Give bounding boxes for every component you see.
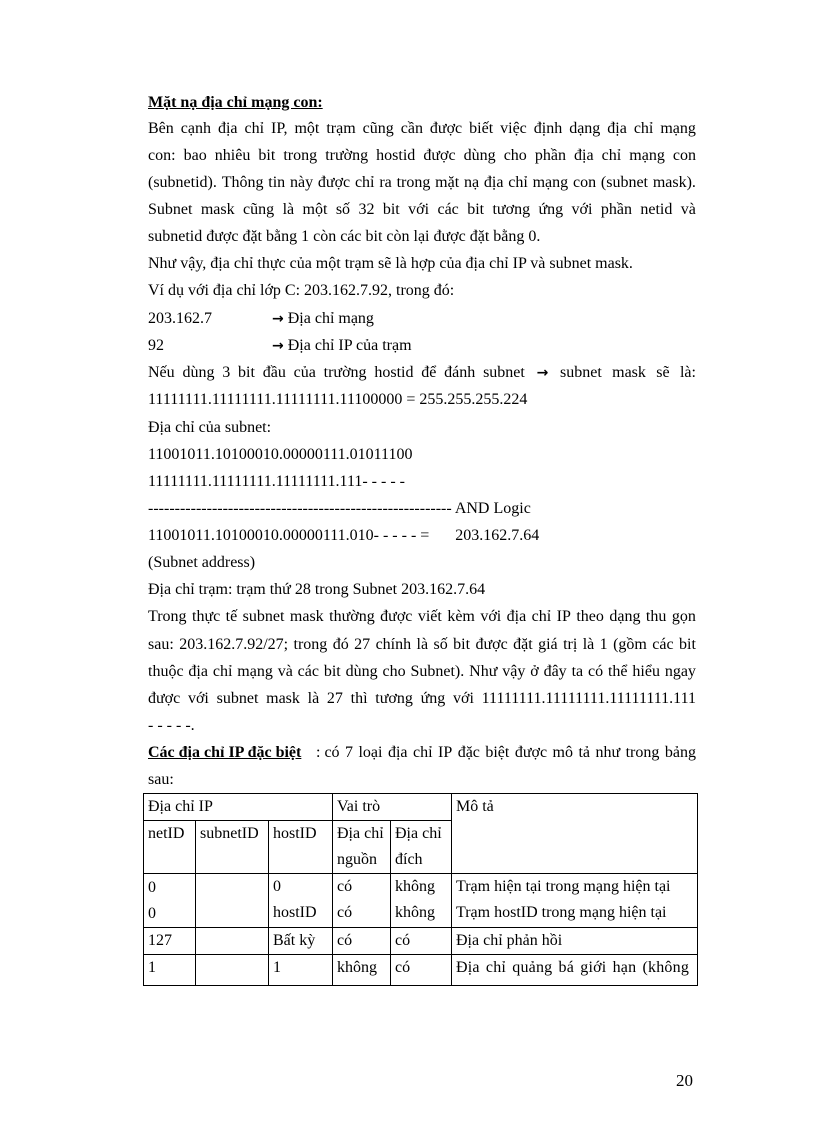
example-host-desc: Địa chỉ IP của trạm	[287, 337, 412, 354]
word: là	[307, 690, 320, 707]
word: với	[571, 201, 593, 218]
word: địa	[607, 120, 627, 137]
p2: Như vậy, địa chỉ thực của một trạm sẽ là hợp của địa chỉ IP và subnet mask.	[148, 255, 633, 272]
word: ở	[530, 663, 539, 680]
mask-line: 11111111.11111111.11111111.11100000 = 255.255.255.224	[148, 391, 528, 408]
p4-words	[148, 360, 525, 386]
word: con:	[148, 147, 176, 164]
cell-hostid: Bất kỳ	[269, 928, 333, 955]
heading-subnet-mask: Mặt nạ địa chỉ mạng con:	[148, 94, 323, 111]
word: thuộc	[148, 663, 184, 680]
word: với	[408, 201, 430, 218]
word: theo	[576, 608, 604, 625]
word: tế	[225, 608, 238, 625]
word: số	[335, 201, 351, 218]
station-address: Địa chỉ trạm: trạm thứ 28 trong Subnet 203.162.7.64	[148, 581, 486, 598]
word: một	[294, 120, 320, 137]
word: 7	[345, 744, 354, 761]
header-netid: netID	[144, 821, 196, 874]
word: số	[433, 636, 448, 653]
word: subnet	[559, 364, 602, 381]
arrow-icon: →	[536, 365, 549, 381]
cell-netid: 1	[144, 955, 196, 986]
word: là:	[679, 364, 696, 381]
cell-source: có có	[333, 874, 391, 928]
word: của	[293, 364, 316, 381]
cell-description: Địa chỉ phản hồi	[452, 928, 698, 955]
word: bit	[679, 636, 696, 653]
word: dùng	[345, 663, 378, 680]
and-logic-line: --------------------------------------------------------- AND Logic	[148, 500, 531, 517]
word: địa	[387, 744, 408, 761]
word: cạnh	[180, 120, 211, 137]
word: tương	[375, 690, 413, 707]
word: vậy	[502, 663, 526, 680]
word: 27	[326, 690, 343, 707]
cell-description: Địa chỉ quảng bá giới hạn (không	[452, 955, 698, 986]
word: cũng	[243, 201, 275, 218]
word: : có	[316, 744, 340, 761]
word: mạng	[532, 174, 569, 191]
word: được	[475, 636, 508, 653]
word: netid	[640, 201, 673, 218]
word: nhiêu	[214, 147, 251, 164]
word: ngay	[664, 663, 696, 680]
word: dùng	[463, 147, 496, 164]
word: thu	[645, 608, 667, 625]
word: kèm	[447, 608, 475, 625]
word: chỉ	[244, 120, 265, 137]
example-network-value: 203.162.7	[148, 310, 212, 327]
heading-special-ip: Các địa chỉ IP đặc biệt	[148, 744, 302, 761]
word: với	[187, 690, 209, 707]
word: mask	[612, 364, 646, 381]
word: IP,	[271, 120, 288, 137]
binary-ip: 11001011.10100010.00000111.01011100	[148, 446, 413, 463]
word: sau:	[148, 636, 174, 653]
word: 27	[354, 636, 371, 653]
word: được	[429, 120, 463, 137]
word: ra	[379, 174, 392, 191]
word: ứng	[538, 201, 564, 218]
word: trong	[625, 744, 660, 761]
header-role: Vai trò	[333, 794, 452, 821]
p5-line-1	[148, 604, 696, 630]
special-intro	[148, 740, 696, 766]
word: phần	[600, 201, 632, 218]
table-row	[144, 955, 698, 986]
cell-destination: có	[391, 928, 452, 955]
header-ip-address: Địa chỉ IP	[144, 794, 333, 821]
word: chỉ	[633, 120, 654, 137]
word: trạm	[326, 120, 356, 137]
cell-netid: 0 0	[144, 874, 196, 928]
word: 1	[599, 636, 608, 653]
binary-result-bits: 11001011.10100010.00000111.010- - - - - =	[148, 527, 430, 544]
word: gọn	[671, 608, 696, 625]
header-description: Mô tả	[452, 794, 698, 874]
word: thực	[192, 608, 221, 625]
word: các	[297, 663, 319, 680]
word: trong	[396, 174, 431, 191]
word: mạng	[629, 147, 665, 164]
example-host-value: 92	[148, 337, 164, 354]
word: trị	[563, 636, 578, 653]
word: chỉ	[601, 147, 622, 164]
word: phần	[534, 147, 566, 164]
binary-result	[148, 523, 539, 549]
word: cho	[382, 663, 406, 680]
word: 32	[358, 201, 375, 218]
word: là	[282, 201, 295, 218]
table-header-row	[144, 794, 698, 821]
word: việc	[500, 120, 527, 137]
cell-netid: 127	[144, 928, 196, 955]
cell-hostid: 1	[269, 955, 333, 986]
word: tả	[578, 744, 590, 761]
word: định	[533, 120, 563, 137]
word: được	[514, 744, 548, 761]
word: được	[317, 174, 351, 191]
word: các	[652, 636, 674, 653]
word: bao	[183, 147, 207, 164]
word: loại	[358, 744, 383, 761]
word: subnet	[483, 364, 525, 381]
word: chỉ	[412, 744, 433, 761]
word: là	[582, 636, 595, 653]
word: này	[289, 174, 314, 191]
word: hostid	[376, 147, 416, 164]
p1-line-3	[148, 170, 696, 196]
special-ip-table	[143, 793, 698, 986]
cell-hostid: 0 hostID	[269, 874, 333, 928]
word: trường	[323, 364, 367, 381]
word: bit	[323, 663, 341, 680]
word: Thông	[221, 174, 264, 191]
special-intro-last: sau:	[148, 771, 174, 788]
binary-result-address: 203.162.7.64	[455, 527, 540, 544]
word: mask	[289, 608, 324, 625]
word: dùng	[182, 364, 215, 381]
word: địa	[217, 120, 238, 137]
word: trong	[293, 636, 328, 653]
word: ta	[571, 663, 584, 680]
example-host	[148, 333, 412, 359]
word: bit	[382, 201, 400, 218]
word: bit	[467, 201, 485, 218]
word: Bên	[148, 120, 174, 137]
word: thì	[350, 690, 368, 707]
cell-destination: có	[391, 955, 452, 986]
arrow-icon: →	[272, 311, 284, 327]
word: và	[680, 201, 696, 218]
word: đây	[543, 663, 567, 680]
word: để	[421, 364, 437, 381]
arrow-icon: →	[272, 338, 284, 354]
word: subnet	[216, 690, 259, 707]
word: với	[453, 690, 474, 707]
word: và	[277, 663, 293, 680]
word: IP	[556, 608, 571, 625]
word: tin	[268, 174, 286, 191]
word: có	[587, 663, 604, 680]
word: dạng	[569, 120, 601, 137]
cell-description: Trạm hiện tại trong mạng hiện tại Trạm hostID trong mạng hiện tại	[452, 874, 698, 928]
cell-subnetid	[196, 928, 269, 955]
word: là	[416, 636, 429, 653]
word: mạng	[237, 663, 273, 680]
word: mask	[266, 690, 300, 707]
word: cũng	[362, 120, 394, 137]
word: địa	[483, 174, 504, 191]
word: Nếu	[148, 364, 175, 381]
word: chỉ	[531, 608, 552, 625]
word: bit	[238, 364, 255, 381]
word: Subnet	[148, 201, 193, 218]
word: (gồm	[613, 636, 647, 653]
word: bảng	[664, 744, 696, 761]
word: (subnetid).	[148, 174, 217, 191]
cell-subnetid	[196, 874, 269, 928]
p1-line-2	[148, 143, 696, 169]
word: giá	[538, 636, 558, 653]
word: dạng	[609, 608, 641, 625]
word: cho	[503, 147, 527, 164]
p1-line-5: subnetid được đặt bằng 1 còn các bit còn lại được đặt bằng 0.	[148, 228, 541, 245]
p5-line-4	[148, 686, 696, 712]
word: Trong	[148, 608, 187, 625]
special-intro-words	[316, 740, 696, 766]
word: với	[480, 608, 502, 625]
word: biết	[469, 120, 494, 137]
word: đầu	[262, 364, 286, 381]
p5-line-2	[148, 632, 696, 658]
word: mask	[200, 201, 235, 218]
cell-source: có	[333, 928, 391, 955]
word: địa	[188, 663, 208, 680]
word: địa	[574, 147, 594, 164]
word: địa	[506, 608, 527, 625]
word: mô	[552, 744, 573, 761]
word: một	[302, 201, 328, 218]
word: nạ	[463, 174, 480, 191]
word: hostid	[374, 364, 414, 381]
example-network	[148, 306, 374, 332]
word: thường	[329, 608, 375, 625]
p5-line-3	[148, 659, 696, 685]
word: chỉ	[354, 174, 375, 191]
header-destination: Địa chỉ đích	[391, 821, 452, 874]
word: con	[672, 147, 696, 164]
word: được	[423, 147, 456, 164]
word: trong	[283, 147, 318, 164]
binary-mask: 11111111.11111111.11111111.111- - - - -	[148, 473, 405, 490]
cell-source: không	[333, 955, 391, 986]
word: mặt	[435, 174, 460, 191]
header-source: Địa chỉ nguồn	[333, 821, 391, 874]
word: chỉ	[212, 663, 233, 680]
cell-destination: không không	[391, 874, 452, 928]
cell-subnetid	[196, 955, 269, 986]
word: con	[572, 174, 597, 191]
word: tương	[492, 201, 531, 218]
word: 3	[222, 364, 231, 381]
example-network-desc: Địa chỉ mạng	[287, 310, 374, 327]
word: IP	[437, 744, 453, 761]
p5-line-5: - - - - -.	[148, 717, 195, 734]
word: các	[437, 201, 459, 218]
word: như	[595, 744, 621, 761]
word: hiểu	[632, 663, 660, 680]
word: mạng	[660, 120, 696, 137]
word: Subnet).	[410, 663, 465, 680]
word: subnet	[242, 608, 285, 625]
subnet-address: (Subnet address)	[148, 554, 256, 571]
header-hostid: hostID	[269, 821, 333, 874]
word: 203.162.7.92/27;	[179, 636, 289, 653]
p4-tail	[560, 360, 696, 386]
word: biệt	[485, 744, 510, 761]
word: viết	[417, 608, 442, 625]
word: 11111111.11111111.11111111.111	[481, 690, 696, 707]
p4-line	[148, 360, 696, 386]
word: ứng	[420, 690, 446, 707]
word: trường	[325, 147, 369, 164]
word: đó	[332, 636, 349, 653]
word: mask).	[652, 174, 696, 191]
p1-line-1	[148, 116, 696, 142]
header-subnetid: subnetID	[196, 821, 269, 874]
word: (subnet	[600, 174, 648, 191]
p1-line-4	[148, 197, 696, 223]
page-number: 20	[676, 1071, 693, 1090]
word: bit	[453, 636, 471, 653]
word: Như	[469, 663, 498, 680]
word: thể	[607, 663, 628, 680]
word: được	[380, 608, 413, 625]
word: đánh	[444, 364, 476, 381]
word: đặt	[513, 636, 533, 653]
word: bit	[258, 147, 276, 164]
word: cần	[400, 120, 423, 137]
word: chính	[375, 636, 412, 653]
word: sẽ	[656, 364, 670, 381]
table-row	[144, 928, 698, 955]
word: được	[148, 690, 181, 707]
word: chỉ	[508, 174, 528, 191]
table-row	[144, 874, 698, 928]
subnet-addr-label: Địa chỉ của subnet:	[148, 419, 272, 436]
p3: Ví dụ với địa chỉ lớp C: 203.162.7.92, trong đó:	[148, 282, 455, 299]
word: đặc	[457, 744, 480, 761]
